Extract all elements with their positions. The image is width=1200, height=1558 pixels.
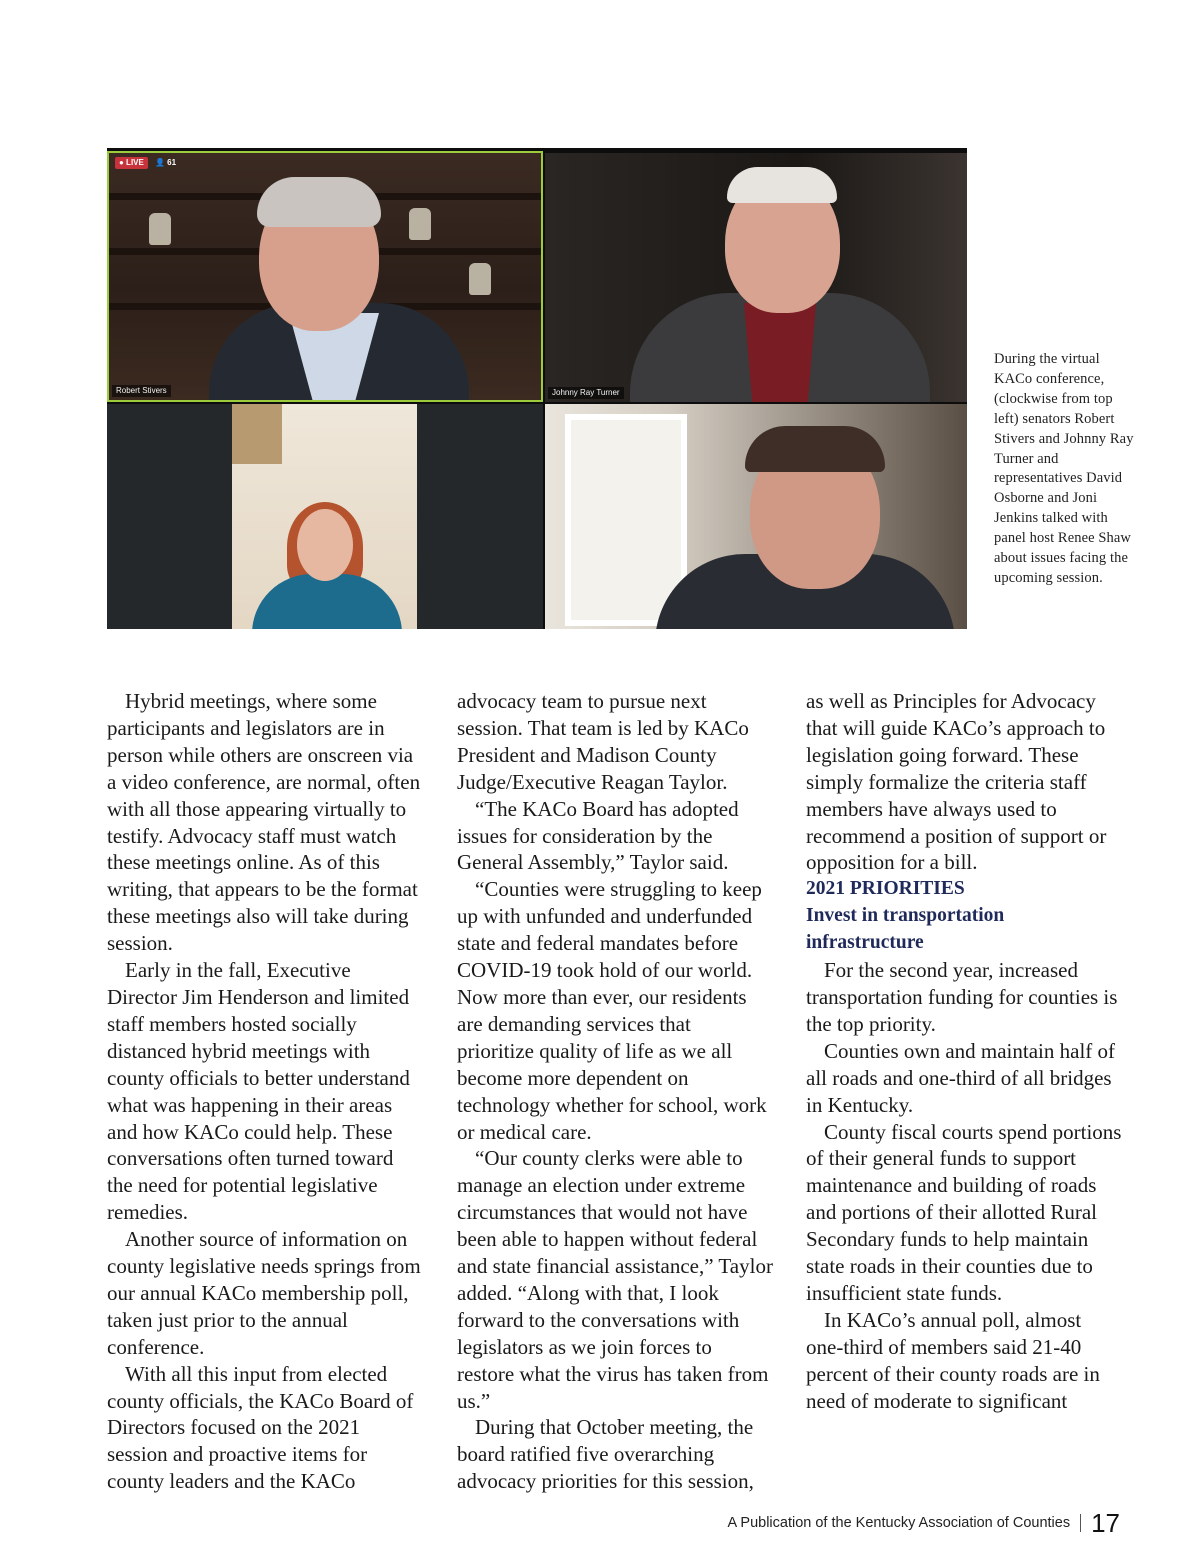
video-tile-representative bbox=[545, 404, 967, 629]
paragraph: County fiscal courts spend portions of their general funds to support maintenance and building of roads and portions of their allotted Rural Secondary funds to help maintain state roads in their counties due to insufficient state funds. bbox=[806, 1119, 1122, 1305]
person-hair bbox=[257, 177, 381, 227]
video-tile-robert-stivers bbox=[107, 151, 543, 402]
trophy bbox=[469, 263, 491, 295]
photo-caption: During the virtual KACo conference, (clockwise from top left) senators Robert Stivers and Johnny Ray Turner and representatives David Osborne and Joni Jenkins talked with panel host Renee Shaw about issues facing the upcoming session. bbox=[994, 351, 1134, 586]
trophy bbox=[149, 213, 171, 245]
video-tile-johnny-ray-turner bbox=[545, 153, 967, 402]
article-column-3 bbox=[806, 688, 1122, 1414]
wall-painting bbox=[232, 404, 282, 464]
paragraph: Early in the fall, Executive Director Jim Henderson and limited staff members hosted socially distanced hybrid meetings with county officials to better understand what was happening in their areas and how KACo could help. These conversations often turned toward the need for potential legislative remedies. bbox=[107, 958, 410, 1225]
paragraph: Counties own and maintain half of all roads and one-third of all bridges in Kentucky. bbox=[806, 1038, 1116, 1117]
paragraph: “Our county clerks were able to manage an election under extreme circumstances that would not have been able to happen without federal and state financial assistance,” Taylor added. “Along with that, I look forward to the conversations with legislators as we join forces to restore what the virus has taken from us.” bbox=[457, 1146, 773, 1413]
publication-name: A Publication of the Kentucky Association of Counties bbox=[727, 1515, 1071, 1531]
paragraph: Another source of information on county legislative needs springs from our annual KACo membership poll, taken just prior to the annual conference. bbox=[107, 1227, 421, 1359]
paragraph: Hybrid meetings, where some participants and legislators are in person while others are onscreen via a video conference, are normal, often with all those appearing virtually to testify. Advocacy staff must watch these meetings online. As of this writing, that appears to be the format these meetings also will take during session. bbox=[107, 689, 421, 956]
paragraph: “The KACo Board has adopted issues for consideration by the General Assembly,” Taylor said. bbox=[457, 796, 739, 875]
person-hair bbox=[745, 426, 885, 472]
article-column-1 bbox=[107, 688, 423, 1495]
paragraph: as well as Principles for Advocacy that will guide KACo’s approach to legislation going forward. These simply formalize the criteria staff members have always used to recommend a position of support or opposition for a bill. bbox=[806, 689, 1107, 875]
name-tag: Johnny Ray Turner bbox=[548, 387, 624, 399]
paragraph: advocacy team to pursue next session. That team is led by KACo President and Madison County Judge/Executive Reagan Taylor. bbox=[457, 689, 749, 794]
live-badge: ● LIVE bbox=[115, 157, 148, 169]
page-footer bbox=[728, 1508, 1121, 1538]
paragraph: In KACo’s annual poll, almost one-third of members said 21-40 percent of their county roads are in need of moderate to significant bbox=[806, 1307, 1100, 1413]
person-hair bbox=[727, 167, 837, 203]
viewer-count: 👤 61 bbox=[155, 158, 177, 167]
footer-divider bbox=[1080, 1514, 1081, 1532]
paragraph: With all this input from elected county officials, the KACo Board of Directors focused on the 2021 session and proactive items for county leaders and the KACo bbox=[107, 1361, 414, 1494]
video-conference-photo bbox=[107, 148, 967, 629]
video-tile-panel-host bbox=[107, 404, 543, 629]
paragraph: “Counties were struggling to keep up with unfunded and underfunded state and federal mandates before COVID-19 took hold of our world. Now more than ever, our residents are demanding services that prioritize quality of life as we all become more dependent on technology whether for school, work or medical care. bbox=[457, 877, 767, 1144]
page-number: 17 bbox=[1091, 1507, 1120, 1538]
section-heading: 2021 PRIORITIES bbox=[806, 878, 965, 900]
person-head bbox=[297, 509, 353, 581]
article-column-2 bbox=[457, 688, 773, 1495]
trophy bbox=[409, 208, 431, 240]
paragraph: For the second year, increased transportation funding for counties is the top priority. bbox=[806, 958, 1118, 1036]
paragraph: During that October meeting, the board ratified five overarching advocacy priorities for this session, bbox=[457, 1415, 754, 1494]
name-tag: Robert Stivers bbox=[112, 385, 171, 397]
subsection-heading: Invest in transportation infrastructure bbox=[806, 905, 1005, 954]
